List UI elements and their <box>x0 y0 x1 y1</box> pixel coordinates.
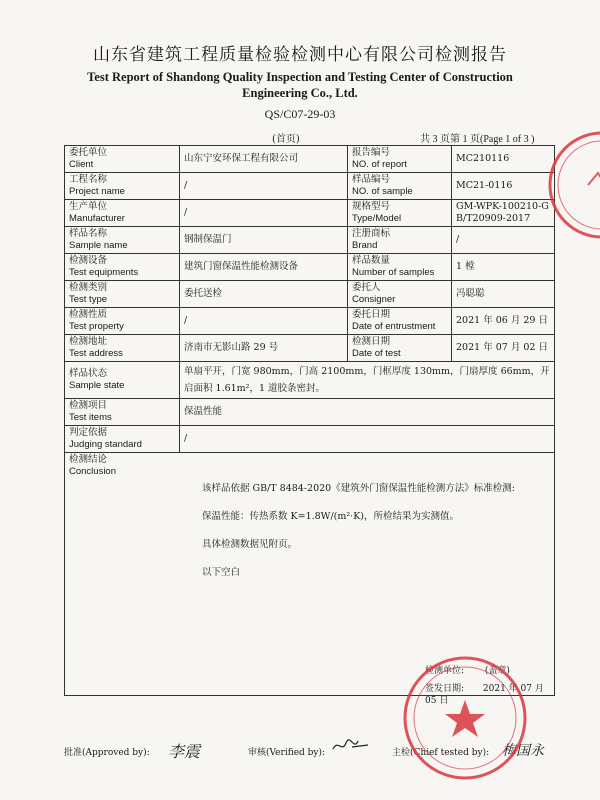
field-label-zh: 检测性质 <box>69 309 108 320</box>
field-value: 山东宁安环保工程有限公司 <box>180 146 348 173</box>
first-page-label: (首页) <box>272 134 300 145</box>
conclusion-line-2: 保温性能：传热系数 K=1.8W/(m²·K)，所检结果为实测值。 <box>202 511 459 522</box>
field-value: GM-WPK-100210-GB/T20909-2017 <box>452 200 555 227</box>
field-value: 2021 年 06 月 29 日 <box>452 308 555 335</box>
field-value: 2021 年 07 月 02 日 <box>452 335 555 362</box>
info-row <box>65 335 555 362</box>
sample-state-value: 单扇平开，门宽 980mm，门高 2100mm，门框厚度 130mm，门扇厚度 66mm，开启面积 1.61m²，1 道胶条密封。 <box>180 362 555 399</box>
report-title-chinese: 山东省建筑工程质量检验检测中心有限公司检测报告 <box>93 45 507 65</box>
conclusion-label-en: Conclusion <box>69 466 116 477</box>
test-items-label-zh: 检测项目 <box>69 400 108 411</box>
chief-signature: 梅国永 <box>502 743 544 759</box>
field-label-en: Date of test <box>352 348 401 359</box>
field-label-en: Client <box>69 159 94 170</box>
info-row <box>65 173 555 200</box>
field-label-zh: 检测地址 <box>69 336 108 347</box>
info-row <box>65 227 555 254</box>
field-value: 建筑门窗保温性能检测设备 <box>180 254 348 281</box>
issue-date-label: 签发日期: <box>425 684 465 694</box>
testing-unit-seal: (盖章) <box>484 666 510 676</box>
document-code: QS/C07-29-03 <box>264 107 336 121</box>
field-label-en: NO. of sample <box>352 186 413 197</box>
sample-state-row <box>65 362 555 399</box>
info-row <box>65 254 555 281</box>
field-label-en: Test type <box>69 294 108 305</box>
field-value: / <box>452 227 555 254</box>
field-value: / <box>180 308 348 335</box>
field-label-zh: 检测类别 <box>69 282 108 293</box>
testing-unit-label: 检测单位: <box>425 666 465 676</box>
field-value: 委托送检 <box>180 281 348 308</box>
report-title-english: Test Report of Shandong Quality Inspection and Testing Center of Construction Engineering Co., Ltd. <box>87 70 513 100</box>
field-label-en: Type/Model <box>352 213 402 224</box>
conclusion-line-4: 以下空白 <box>202 567 241 578</box>
info-row <box>65 200 555 227</box>
field-value: / <box>180 200 348 227</box>
field-value: / <box>180 173 348 200</box>
field-label-zh: 委托日期 <box>352 309 391 320</box>
field-label-zh: 检测日期 <box>352 336 391 347</box>
field-label-zh: 注册商标 <box>352 228 391 239</box>
page-count: 共 3 页第 1 页(Page 1 of 3 ) <box>420 134 535 145</box>
field-label-zh: 生产单位 <box>69 201 108 212</box>
field-label-zh: 委托单位 <box>69 147 108 158</box>
test-items-label-en: Test items <box>69 412 112 423</box>
field-label-en: Sample name <box>69 240 128 251</box>
field-value: 冯聪聪 <box>452 281 555 308</box>
conclusion-label-zh: 检测结论 <box>69 454 108 465</box>
field-label-zh: 规格型号 <box>352 201 391 212</box>
field-label-en: Manufacturer <box>69 213 125 224</box>
judging-label-zh: 判定依据 <box>69 427 108 438</box>
issue-date-value: 2021 年 07 月 05 日 <box>425 684 544 706</box>
info-row <box>65 146 555 173</box>
field-label-en: Test equipments <box>69 267 139 278</box>
sample-state-label-en: Sample state <box>69 380 125 391</box>
field-label-zh: 委托人 <box>352 282 381 293</box>
judging-value: / <box>180 426 555 453</box>
field-label-en: Test address <box>69 348 123 359</box>
field-label-zh: 检测设备 <box>69 255 108 266</box>
field-label-zh: 样品数量 <box>352 255 391 266</box>
verified-by-label: 审核(Verified by): <box>248 748 326 758</box>
test-items-value: 保温性能 <box>180 399 555 426</box>
field-value: 1 樘 <box>452 254 555 281</box>
test-items-row <box>65 399 555 426</box>
field-label-zh: 报告编号 <box>352 147 391 158</box>
info-row <box>65 281 555 308</box>
field-label-en: NO. of report <box>352 159 407 170</box>
field-value: MC210116 <box>452 146 555 173</box>
field-label-en: Project name <box>69 186 125 197</box>
judging-row <box>65 426 555 453</box>
field-label-en: Brand <box>352 240 378 251</box>
field-label-en: Date of entrustment <box>352 321 436 332</box>
field-label-en: Number of samples <box>352 267 435 278</box>
seal-stamp-bottom-icon <box>395 648 535 788</box>
field-label-zh: 样品名称 <box>69 228 108 239</box>
approved-signature: 李震 <box>168 742 201 761</box>
field-value: 钢制保温门 <box>180 227 348 254</box>
verifier-signature <box>330 737 370 755</box>
seal-stamp-right-icon <box>540 125 600 245</box>
approved-by-label: 批准(Approved by): <box>64 748 150 758</box>
field-label-zh: 工程名称 <box>69 174 108 185</box>
conclusion-line-3: 具体检测数据见附页。 <box>202 539 298 550</box>
field-label-zh: 样品编号 <box>352 174 391 185</box>
info-row <box>65 308 555 335</box>
field-label-en: Test property <box>69 321 124 332</box>
report-info-table <box>64 145 555 706</box>
conclusion-line-1: 该样品依据 GB/T 8484-2020《建筑外门窗保温性能检测方法》标准检测: <box>202 483 515 494</box>
chief-tested-by-label: 主检(Chief tested by): <box>392 748 490 758</box>
field-value: MC21-0116 <box>452 173 555 200</box>
judging-label-en: Judging standard <box>69 439 142 450</box>
sample-state-label-zh: 样品状态 <box>69 368 108 379</box>
conclusion-text <box>202 475 600 587</box>
field-label-en: Consigner <box>352 294 396 305</box>
field-value: 济南市无影山路 29 号 <box>180 335 348 362</box>
